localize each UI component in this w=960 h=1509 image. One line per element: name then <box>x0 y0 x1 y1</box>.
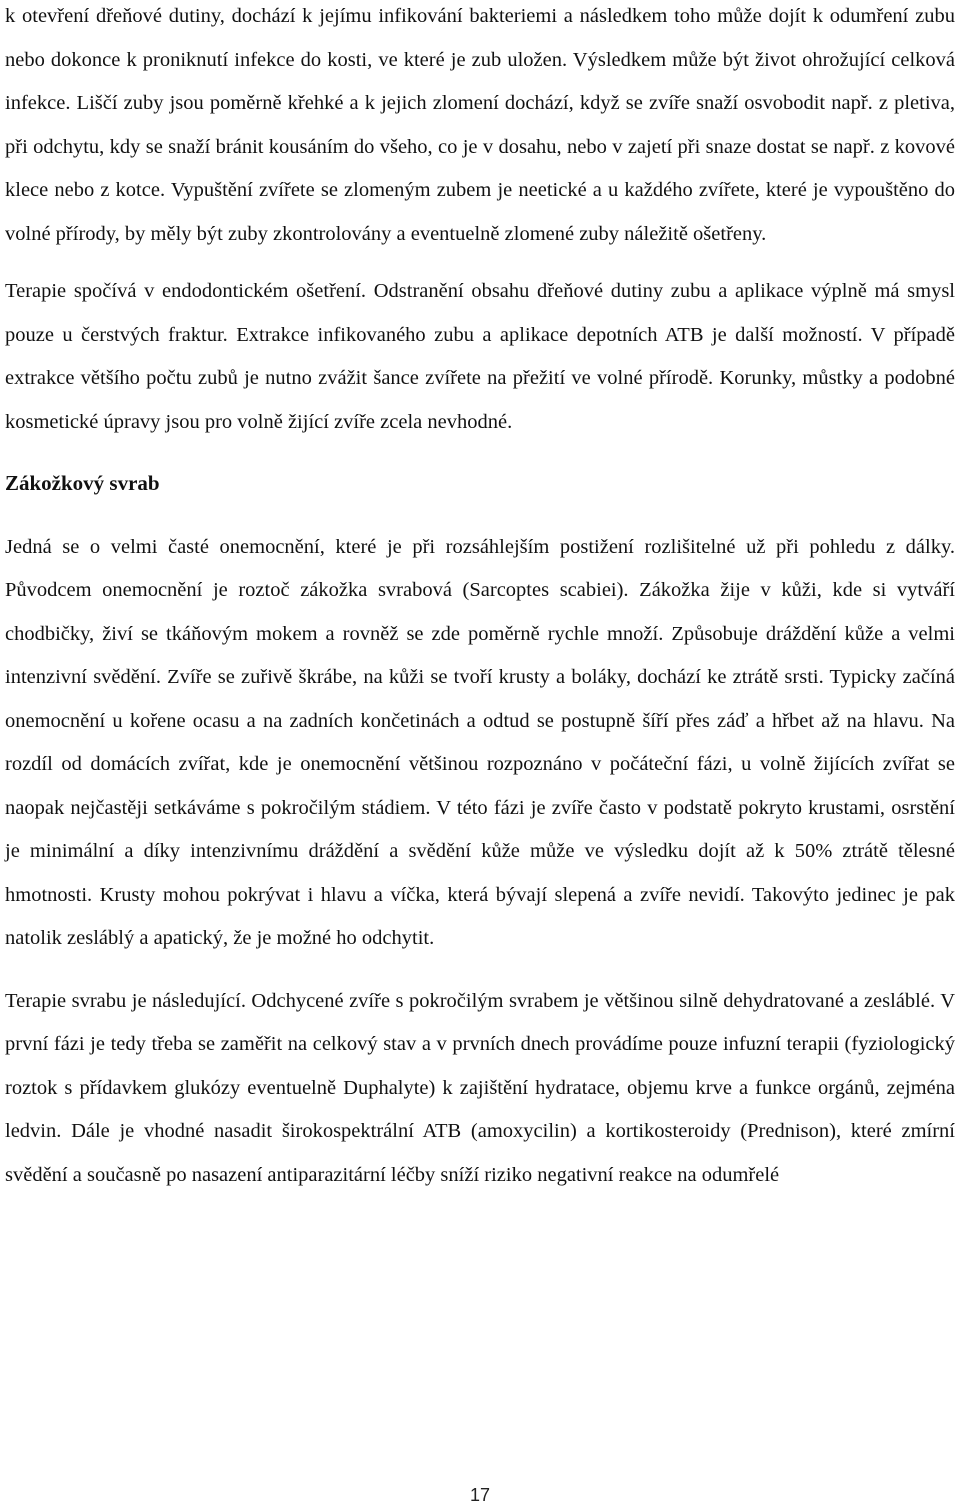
document-page <box>5 0 955 1197</box>
page-number: 17 <box>469 1485 491 1505</box>
paragraph-dental-fractures: k otevření dřeňové dutiny, dochází k jejímu infikování bakteriemi a následkem toho může dojít k odumření zubu nebo dokonce k proniknutí infekce do kosti, ve které je zub uložen. Výsledkem může být život ohrožující celková infekce. Liščí zuby jsou poměrně křehké a k jejich zlomení dochází, když se zvíře snaží osvobodit např. z pletiva, při odchytu, kdy se snaží bránit kousáním do všeho, co je v dosahu, nebo v zajetí při snaze dostat se např. z kovové klece nebo z kotce. Vypuštění zvířete se zlomeným zubem je neetické a u každého zvířete, které je vypouštěno do volné přírody, by měly být zuby zkontrolovány a eventuelně zlomené zuby náležitě ošetřeny. <box>5 5 955 245</box>
paragraph-scabies-therapy: Terapie svrabu je následující. Odchycené zvíře s pokročilým svrabem je většinou silně dehydratované a zesláblé. V první fázi je tedy třeba se zaměřit na celkový stav a v prvních dnech provádíme pouze infuzní terapii (fyziologický roztok s přídavkem glukózy eventuelně Duphalyte) k zajištění hydratace, objemu krve a funkce orgánů, zejména ledvin. Dále je vhodné nasadit širokospektrální ATB (amoxycilin) a kortikosteroidy (Prednison), které zmírní svědění a současně po nasazení antiparazitární léčby sníží riziko negativní reakce na odumřelé <box>5 989 955 1186</box>
paragraph-dental-therapy: Terapie spočívá v endodontickém ošetření. Odstranění obsahu dřeňové dutiny zubu a aplikace výplně má smysl pouze u čerstvých fraktur. Extrakce infikovaného zubu a aplikace depotních ATB je další možností. V případě extrakce většího počtu zubů je nutno zvážit šance zvířete na přežití ve volné přírodě. Korunky, můstky a podobné kosmetické úpravy jsou pro volně žijící zvíře zcela nevhodné. <box>5 280 955 433</box>
section-heading-scabies: Zákožkový svrab <box>5 471 160 495</box>
paragraph-scabies-description: Jedná se o velmi časté onemocnění, které je při rozsáhlejším postižení rozlišitelné už při pohledu z dálky. Původcem onemocnění je roztoč zákožka svrabová (Sarcoptes scabiei). Zákožka žije v kůži, kde si vytváří chodbičky, živí se tkáňovým mokem a rovněž se zde poměrně rychle množí. Způsobuje dráždění kůže a velmi intenzivní svědění. Zvíře se zuřivě škrábe, na kůži se tvoří krusty a boláky, dochází ke ztrátě srsti. Typicky začíná onemocnění u kořene ocasu a na zadních končetinách a odtud se postupně šíří přes záď a hřbet až na hlavu. Na rozdíl od domácích zvířat, kde je onemocnění většinou rozpoznáno v počáteční fázi, u volně žijících zvířat se naopak nejčastěji setkáváme s pokročilým stádiem. V této fázi je zvíře často v podstatě pokryto krustami, osrstění je minimální a díky intenzivnímu dráždění a svědění kůže může ve výsledku dojít až k 50% ztrátě tělesné hmotnosti. Krusty mohou pokrývat i hlavu a víčka, která bývají slepená a zvíře nevidí. Takovýto jedinec je pak natolik zesláblý a apatický, že je možné ho odchytit. <box>5 535 955 949</box>
